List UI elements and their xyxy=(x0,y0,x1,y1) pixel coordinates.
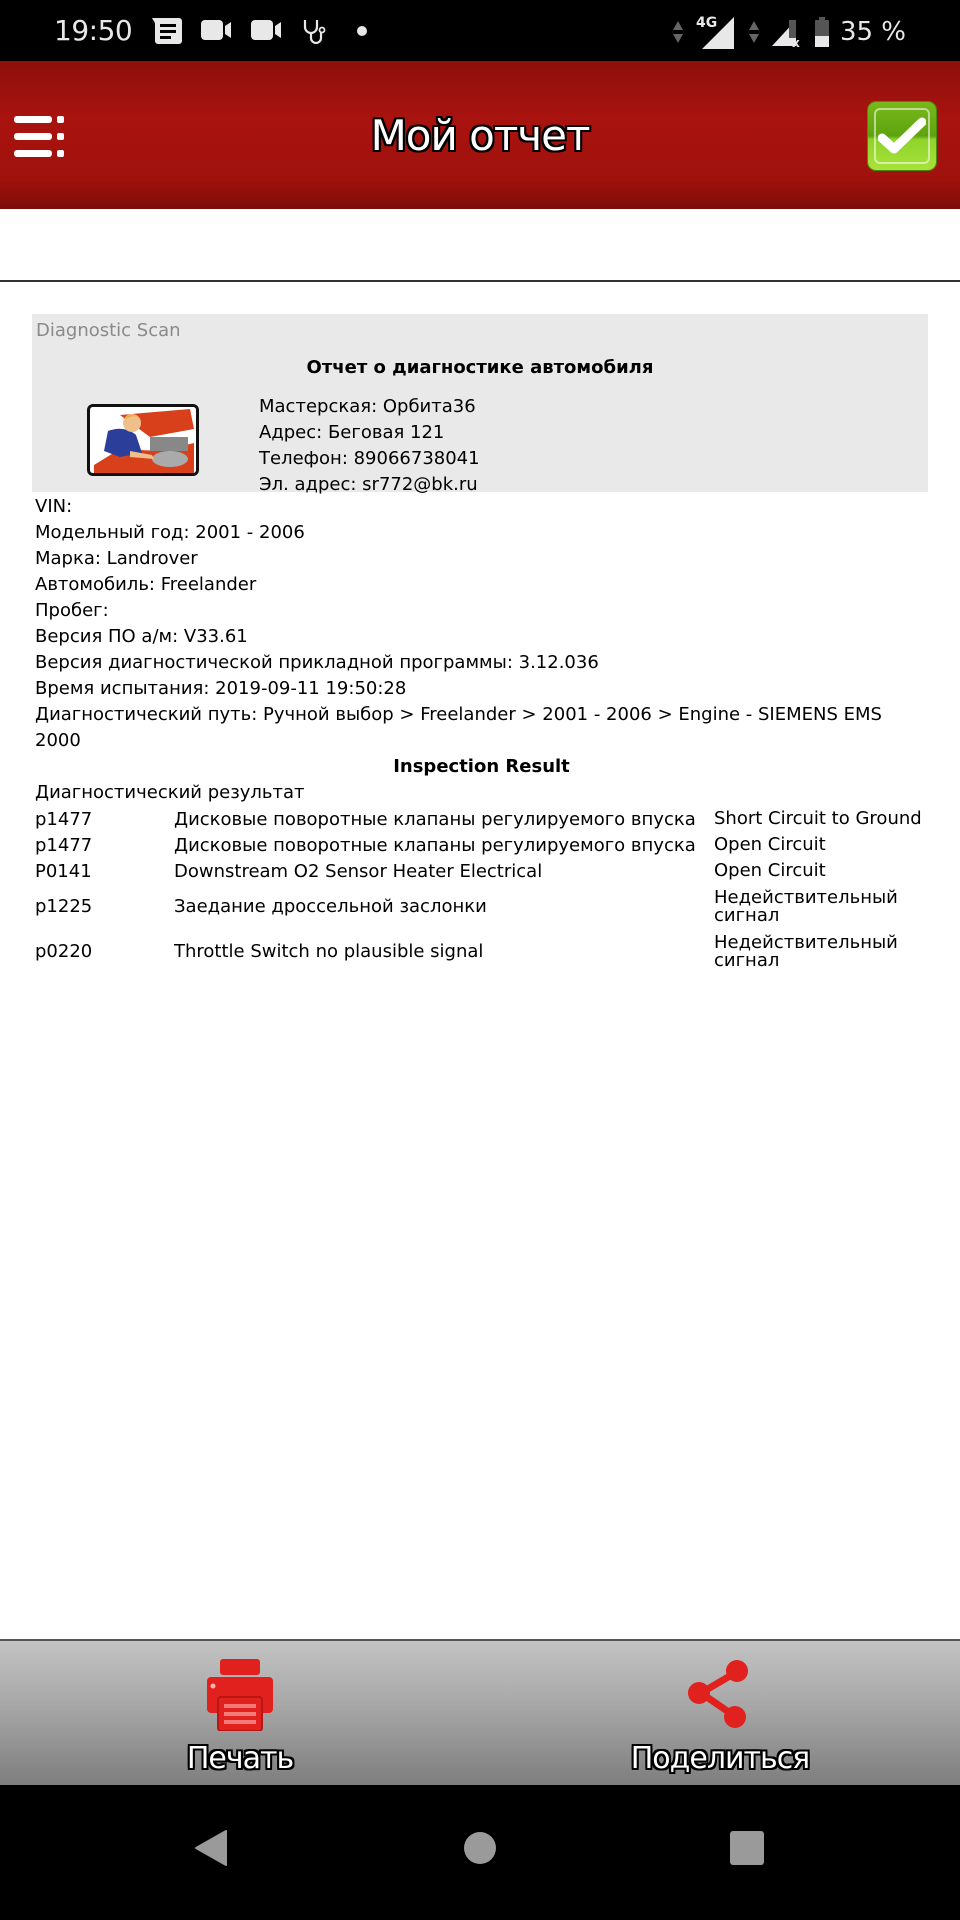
table-row xyxy=(35,884,928,929)
print-label: Печать xyxy=(186,1741,294,1776)
page-title: Мой отчет xyxy=(370,111,590,160)
stethoscope-icon xyxy=(302,18,330,46)
workshop-name: Мастерская: Орбита36 xyxy=(259,396,476,417)
dtc-status: Недействительный сигнал xyxy=(714,931,898,971)
diagnostic-report xyxy=(32,314,928,974)
table-row xyxy=(35,858,928,884)
workshop-phone: Телефон: 89066738041 xyxy=(259,448,480,469)
workshop-info xyxy=(259,394,480,498)
mileage-line: Пробег: xyxy=(35,600,109,621)
video-camera-icon xyxy=(201,18,233,42)
dtc-code: p1225 xyxy=(35,896,93,917)
inspection-result-title: Inspection Result xyxy=(393,756,570,777)
dtc-description: Заедание дроссельной заслонки xyxy=(174,896,487,917)
dtc-status: Недействительный сигнал xyxy=(714,886,898,926)
dtc-code: p1477 xyxy=(35,808,93,830)
recents-icon[interactable] xyxy=(729,1829,765,1867)
dtc-status: Short Circuit to Ground xyxy=(714,808,922,829)
report-title: Отчет о диагностике автомобиля xyxy=(306,357,654,378)
share-label: Поделиться xyxy=(630,1741,810,1776)
make-line: Марка: Landrover xyxy=(35,548,198,569)
divider xyxy=(0,280,960,282)
dot-icon xyxy=(356,25,368,37)
signal-no-sim-icon xyxy=(770,17,804,47)
ecu-version-line: Версия ПО а/м: V33.61 xyxy=(35,626,248,647)
table-row xyxy=(35,832,928,858)
battery-percent: 35 % xyxy=(839,17,906,47)
status-bar xyxy=(0,0,960,61)
vin-line: VIN: xyxy=(35,496,73,517)
model-line: Автомобиль: Freelander xyxy=(35,574,257,595)
dtc-description: Дисковые поворотные клапаны регулируемого впуска xyxy=(174,808,696,830)
report-header xyxy=(32,314,928,495)
app-header xyxy=(0,61,960,209)
workshop-address: Адрес: Беговая 121 xyxy=(259,422,445,443)
diag-result-label: Диагностический результат xyxy=(35,782,305,803)
system-nav-bar xyxy=(0,1785,960,1920)
back-icon[interactable] xyxy=(194,1829,228,1867)
signal-4g-icon xyxy=(694,14,738,50)
report-source-label: Diagnostic Scan xyxy=(36,320,181,341)
confirm-button[interactable] xyxy=(868,102,936,170)
workshop-email: Эл. адрес: sr772@bk.ru xyxy=(259,474,478,495)
table-row xyxy=(35,929,928,974)
dtc-description: Throttle Switch no plausible signal xyxy=(174,941,484,962)
dtc-code: p1477 xyxy=(35,834,93,856)
dtc-description: Дисковые поворотные клапаны регулируемого впуска xyxy=(174,834,696,856)
dtc-status: Open Circuit xyxy=(714,860,826,881)
share-button[interactable] xyxy=(600,1641,840,1787)
video-camera-icon xyxy=(251,18,283,42)
bottom-toolbar xyxy=(0,1639,960,1785)
app-version-line: Версия диагностической прикладной программы: 3.12.036 xyxy=(35,652,599,673)
diag-path-line: Диагностический путь: Ручной выбор > Freelander > 2001 - 2006 > Engine - SIEMENS EMS 2000 xyxy=(35,704,882,751)
share-icon xyxy=(685,1659,755,1731)
messages-icon xyxy=(152,18,182,44)
mechanic-logo-image xyxy=(87,404,199,476)
table-row xyxy=(35,806,928,832)
dtc-code: P0141 xyxy=(35,860,92,882)
status-time: 19:50 xyxy=(54,14,133,47)
data-arrows-icon xyxy=(748,19,760,45)
printer-icon xyxy=(205,1659,275,1731)
checkmark-icon xyxy=(878,116,926,156)
data-arrows-icon xyxy=(672,19,684,45)
model-year-line: Модельный год: 2001 - 2006 xyxy=(35,522,305,543)
dtc-code: p0220 xyxy=(35,941,93,962)
battery-icon xyxy=(814,17,830,47)
svg-text:4G: 4G xyxy=(695,15,718,31)
dtc-table xyxy=(32,806,928,974)
dtc-description: Downstream O2 Sensor Heater Electrical xyxy=(174,860,543,882)
test-time-line: Время испытания: 2019-09-11 19:50:28 xyxy=(35,678,407,699)
vehicle-info xyxy=(32,494,928,806)
home-icon[interactable] xyxy=(463,1829,497,1867)
status-right-cluster xyxy=(672,14,906,50)
svg-text:x: x xyxy=(791,36,800,47)
dtc-status: Open Circuit xyxy=(714,834,826,855)
print-button[interactable] xyxy=(120,1641,360,1787)
